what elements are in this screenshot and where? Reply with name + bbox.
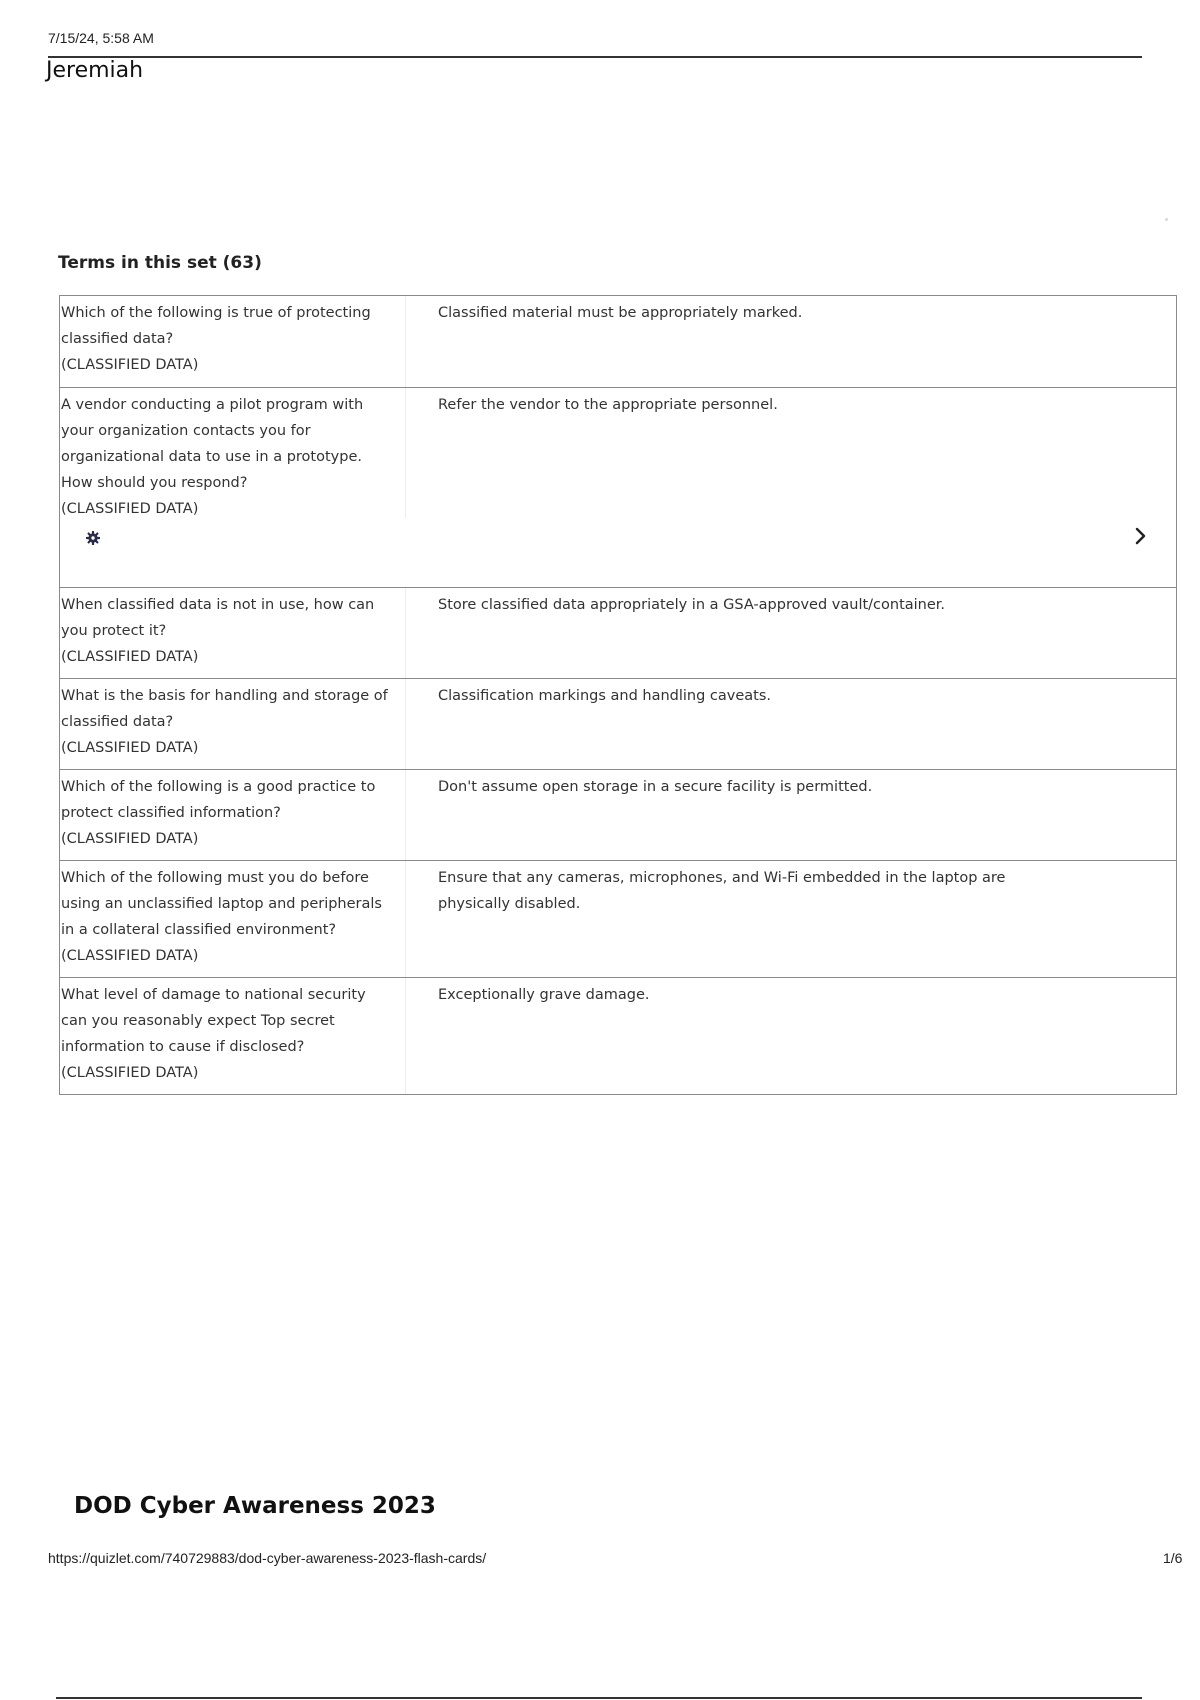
terms-table xyxy=(59,295,1177,1095)
decorative-dot xyxy=(1165,218,1168,221)
term-text: Which of the following is a good practice to protect classified information? (CLASSIFIED DATA) xyxy=(60,770,406,860)
print-timestamp: 7/15/24, 5:58 AM xyxy=(48,30,154,46)
term-row[interactable] xyxy=(60,860,1176,977)
definition-text: Store classified data appropriately in a GSA-approved vault/container. xyxy=(438,597,946,613)
term-text: When classified data is not in use, how can you protect it? (CLASSIFIED DATA) xyxy=(60,588,406,678)
term-text: Which of the following must you do before using an unclassified laptop and peripherals in a collateral classified environment? (CLASSIFIED DATA) xyxy=(60,861,406,977)
term-text: What level of damage to national security can you reasonably expect Top secret information to cause if disclosed? (CLASSIFIED DATA) xyxy=(60,978,406,1094)
definition-text: Don't assume open storage in a secure facility is permitted. xyxy=(438,779,873,795)
term-row[interactable] xyxy=(60,387,1176,587)
document-title: DOD Cyber Awareness 2023 xyxy=(74,1493,436,1519)
definition-text: Exceptionally grave damage. xyxy=(438,987,650,1003)
footer-url[interactable]: https://quizlet.com/740729883/dod-cyber-awareness-2023-flash-cards/ xyxy=(48,1550,487,1566)
term-row[interactable] xyxy=(60,977,1176,1094)
terms-heading: Terms in this set (63) xyxy=(58,253,262,273)
definition-text: Classification markings and handling caveats. xyxy=(438,688,772,704)
term-row[interactable] xyxy=(60,587,1176,678)
header-divider xyxy=(48,56,1142,58)
footer-divider xyxy=(56,1697,1142,1699)
chevron-right-icon[interactable] xyxy=(1134,526,1148,546)
term-text: A vendor conducting a pilot program with your organization contacts you for organizational data to use in a prototype. How should you respond? (CLASSIFIED DATA) xyxy=(60,388,406,518)
user-name: Jeremiah xyxy=(46,58,144,83)
definition-text: Ensure that any cameras, microphones, and Wi-Fi embedded in the laptop are physically disabled. xyxy=(438,870,1006,912)
page-number: 1/6 xyxy=(1163,1550,1183,1566)
term-text: What is the basis for handling and storage of classified data? (CLASSIFIED DATA) xyxy=(60,679,406,769)
term-row[interactable] xyxy=(60,769,1176,860)
term-row[interactable] xyxy=(60,678,1176,769)
definition-text: Classified material must be appropriately marked. xyxy=(438,305,803,321)
definition-text: Refer the vendor to the appropriate personnel. xyxy=(438,397,778,413)
gear-icon[interactable] xyxy=(86,531,100,545)
term-row[interactable] xyxy=(60,296,1176,387)
term-text: Which of the following is true of protecting classified data? (CLASSIFIED DATA) xyxy=(60,296,406,387)
